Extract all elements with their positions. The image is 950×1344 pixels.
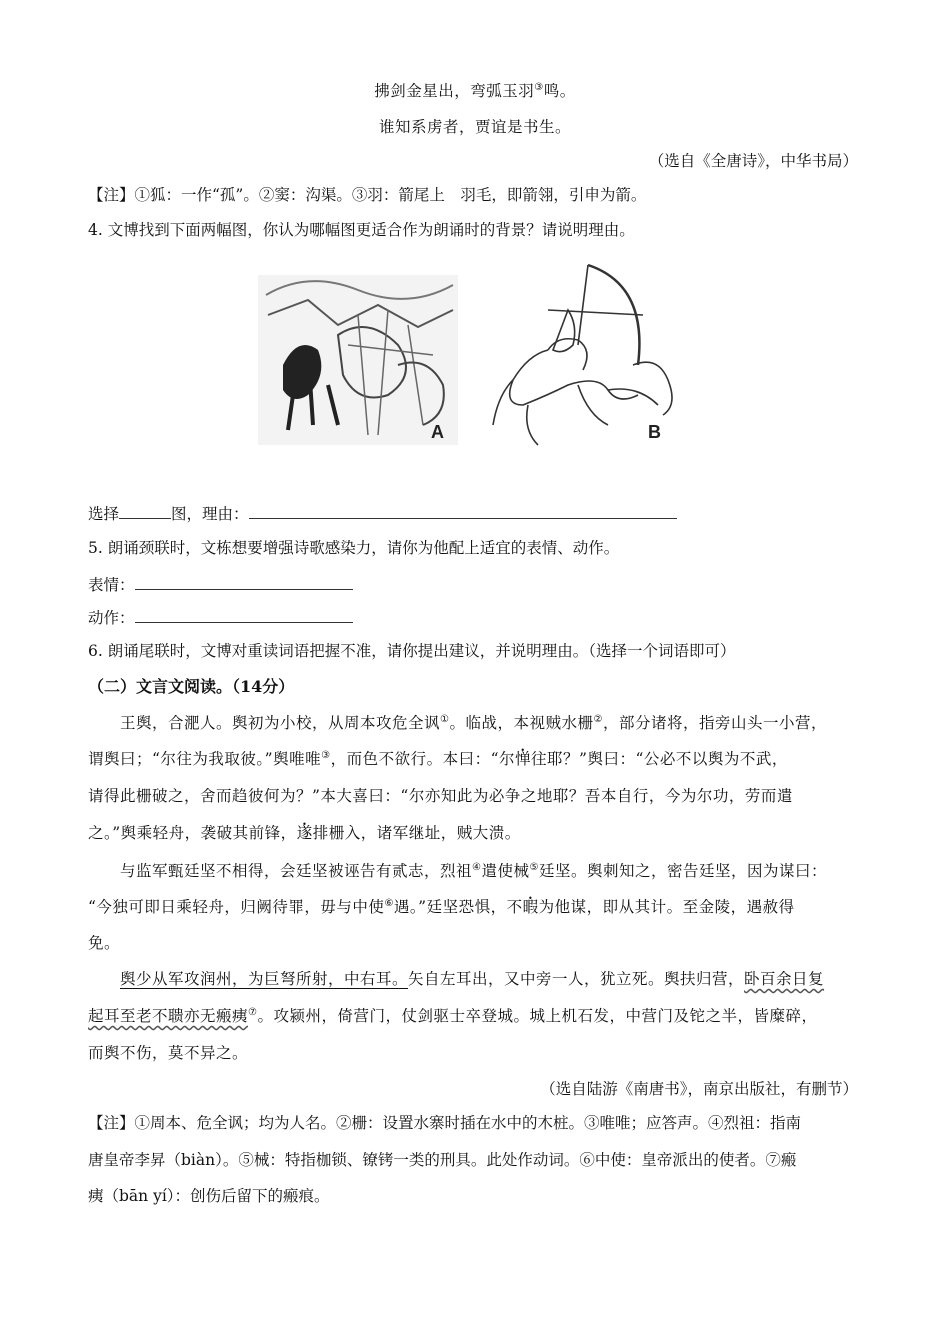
text: 与监军甄廷坚不相得，会廷坚被诬告有贰志，烈祖 [120,862,473,880]
underlined-sentence: 舆少从军攻润州，为巨弩所射，中右耳。 [120,970,409,988]
passage-p1-line-2 [88,748,788,770]
text: 矢自左耳出，又中旁一人，犹立死。舆扶归营， [408,970,745,988]
expression-line [88,573,353,596]
text: 王舆，合淝人。舆初为小校，从周本攻危全讽 [120,714,441,732]
expression-blank[interactable] [135,573,353,590]
passage-note-line-1: 【注】①周本、危全讽；均为人名。②栅：设置水寨时插在水中的木桩。③唯唯；应答声。④烈祖：指南 [88,1114,802,1132]
text: ，部分诸将，指旁山头一小营， [602,714,827,732]
emphasis-word: 惮 [515,750,532,768]
passage-p1-line-1 [120,712,827,734]
passage-p2-line-3: 免。 [88,934,121,952]
answer-mid: 图，理由： [171,505,249,523]
label-b: B [648,422,661,442]
emphasis-word: 遂 [296,824,313,842]
footnote-marker: ④ [472,861,482,873]
figure-svg [248,255,702,455]
answer-prefix: 选择 [88,505,120,523]
label-a: A [431,422,444,442]
passage-p2-line-2 [88,896,795,918]
action-blank[interactable] [135,606,353,623]
passage-p1-line-4 [88,822,521,844]
action-line [88,606,353,629]
choice-blank[interactable] [119,502,171,519]
section-2-heading: （二）文言文阅读。（14分） [88,677,295,696]
footnote-marker: ⑤ [529,861,539,873]
text: 排栅入，诸军继址，贼大溃。 [312,824,521,842]
action-label: 动作： [88,609,135,627]
poem-line-1-end: 鸣。 [543,82,576,100]
text: 遇。”廷坚恐惧，不 [393,898,523,916]
poem-line-2: 谁知系虏者，贾谊是书生。 [378,118,571,136]
passage-p1-line-3: 请得此栅破之，舍而趋彼何为？”本大喜曰：“尔亦知此为必争之地耶？吾本自行，今为尔功，劳而遣 [88,787,793,805]
passage-p2-line-1 [120,860,827,882]
text: 往耶？”舆曰：“公必不以舆为不武， [531,750,788,768]
text: 谓舆曰；“尔往为我取彼。”舆唯唯 [88,750,322,768]
poem-note: 【注】①狐：一作“孤”。②窦：沟渠。③羽：箭尾上 羽毛，即箭翎，引申为箭。 [88,186,647,204]
question-6: 6. 朗诵尾联时，文博对重读词语把握不准，请你提出建议，并说明理由。（选择一个词语即可） [88,642,736,660]
text: ，而色不欲行。本曰：“尔 [330,750,516,768]
footnote-marker: ⑥ [384,897,394,909]
picture-b [493,265,672,445]
footnote-marker: ② [593,713,603,725]
figure-images [248,255,702,455]
poem-line-1-text: 拂剑金星出，弯弧玉羽 [374,82,535,100]
footnote-marker: ⑦ [248,1006,258,1018]
text: 。临战，本视贼水栅 [449,714,594,732]
passage-p3-line-3: 而舆不伤，莫不异之。 [88,1044,249,1062]
poem-line-1 [0,80,950,102]
text: 遣使械 [481,862,530,880]
wavy-underlined-text: 起耳至老不聩亦无瘢痍 [88,1007,249,1025]
passage-p3-line-2 [88,1005,818,1027]
reason-blank[interactable] [249,502,677,519]
expression-label: 表情： [88,576,135,594]
footnote-marker: ③ [321,749,331,761]
q4-answer-line [88,502,677,525]
passage-source: （选自陆游《南唐书》，南京出版社，有删节） [540,1080,858,1098]
text: “今独可即日乘轻舟，归阙待罪，毋与中使 [88,898,385,916]
question-4: 4. 文博找到下面两幅图，你认为哪幅图更适合作为朗诵时的背景？请说明理由。 [88,221,635,239]
passage-p3-line-1 [120,968,824,990]
footnote-marker: ③ [534,81,544,93]
text: 之。”舆乘轻舟，袭破其前锋， [88,824,297,842]
text: 廷坚。舆刺知之，密告廷坚，因为谋曰： [538,862,827,880]
passage-note-line-3: 痍（bān yí）：创伤后留下的瘢痕。 [88,1187,330,1205]
picture-a [258,275,458,445]
passage-note-line-2: 唐皇帝李昇（biàn）。⑤械：特指枷锁、镣铐一类的刑具。此处作动词。⑥中使：皇帝派出的使者。⑦瘢 [88,1151,797,1169]
text: 。攻颍州，倚营门，仗剑驱士卒登城。城上机石发，中营门及铊之半，皆糜碎， [257,1007,818,1025]
emphasis-word: 暇 [522,898,539,916]
wavy-underlined-text: 卧百余日复 [744,970,825,988]
poem-source: （选自《全唐诗》，中华书局） [648,152,858,170]
text: 为他谋，即从其计。至金陵，遇赦得 [538,898,795,916]
footnote-marker: ① [440,713,450,725]
question-5: 5. 朗诵颈联时，文栋想要增强诗歌感染力，请你为他配上适宜的表情、动作。 [88,539,620,557]
